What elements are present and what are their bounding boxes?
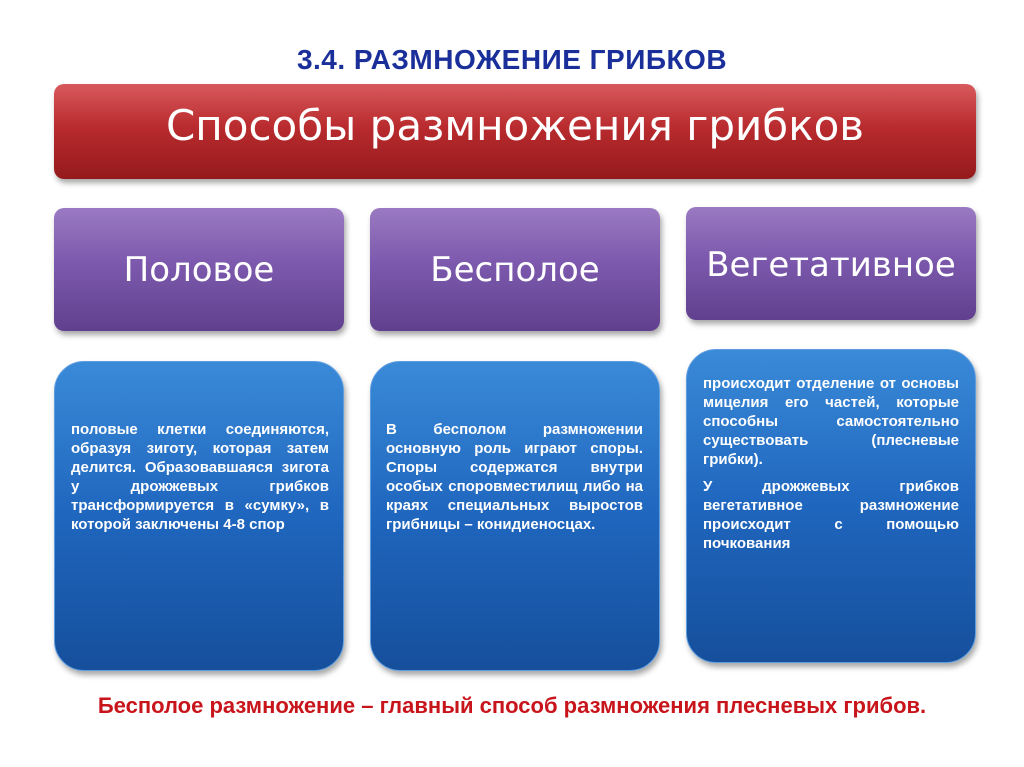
- description-vegetative-text: происходит отделение от основы мицелия его частей, которые способны самостоятельно существовать (плесневые грибки).: [703, 375, 959, 468]
- category-sexual-label: Половое: [123, 249, 275, 290]
- category-vegetative-box: [686, 207, 976, 320]
- slide-title: 3.4. РАЗМНОЖЕНИЕ ГРИБКОВ: [296, 44, 728, 75]
- category-asexual-label: Бесполое: [430, 249, 600, 290]
- description-vegetative-box: [686, 349, 976, 663]
- category-asexual-box: [370, 208, 660, 331]
- description-sexual-text: половые клетки соединяются, образуя зиготу, которая затем делится. Образовавшаяся зигота у дрожжевых грибков трансформируется в «сумку», в которой заключены 4-8 спор: [71, 421, 329, 533]
- conclusion-text: Бесполое размножение – главный способ размножения плесневых грибов.: [97, 693, 927, 718]
- category-vegetative-label: Вегетативное: [706, 245, 956, 285]
- main-topic-label: Способы размножения грибков: [165, 100, 865, 150]
- description-vegetative-text-2: У дрожжевых грибков вегетативное размножение происходит с помощью почкования: [703, 478, 959, 552]
- category-sexual-box: [54, 208, 344, 331]
- description-sexual-box: [54, 361, 344, 671]
- main-topic-box: [54, 84, 976, 179]
- description-asexual-text: В бесполом размножении основную роль играют споры. Споры содержатся внутри особых споровместилищ либо на краях специальных выростов грибницы – конидиеносцах.: [386, 421, 643, 533]
- description-asexual-box: [370, 361, 660, 671]
